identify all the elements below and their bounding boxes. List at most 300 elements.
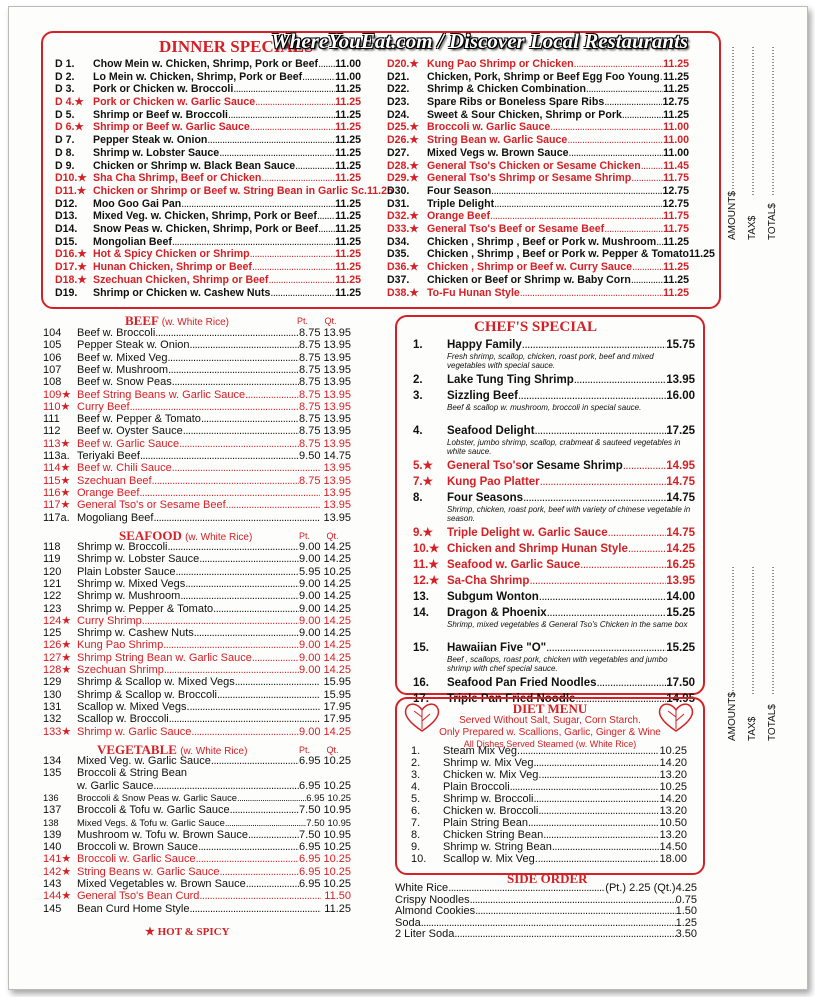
item-price: 11.00 xyxy=(663,146,689,159)
dot-leader xyxy=(574,58,663,71)
item-price-pint: 9.00 xyxy=(299,602,321,615)
chef-item-number: 10.★ xyxy=(413,543,440,555)
item-name: Chicken w. Mix Veg. xyxy=(443,769,542,781)
item-price: 11.00 xyxy=(663,134,689,147)
item-code: 136 xyxy=(43,791,59,803)
dot-leader xyxy=(228,109,335,122)
item-name: Shrimp w. Garlic Sauce xyxy=(77,725,192,738)
diet-note-2: Only Prepared w. Scallions, Garlic, Ginger & Wine xyxy=(439,727,661,738)
dot-leader xyxy=(199,553,299,565)
item-name: Shrimp & Chicken Combination xyxy=(427,83,586,96)
item-price-quart: 14.25 xyxy=(323,553,351,566)
hot-spicy-legend: ★ HOT & SPICY xyxy=(145,926,230,938)
item-code: 138 xyxy=(43,816,59,828)
chef-item-price: 16.25 xyxy=(666,559,695,571)
item-price-quart: 10.25 xyxy=(323,853,351,866)
item-price-quart: 10.95 xyxy=(327,816,351,828)
menu-line-item xyxy=(55,172,361,185)
menu-line-item xyxy=(43,376,351,388)
item-price: 10.50 xyxy=(659,817,687,829)
item-price-quart: 10.25 xyxy=(323,565,351,578)
item-code: D19. xyxy=(55,286,78,299)
menu-line-item xyxy=(43,352,351,364)
item-name: Shrimp w. Lobster Sauce xyxy=(77,553,200,566)
dot-leader xyxy=(518,390,666,403)
dot-leader xyxy=(540,476,667,489)
item-code: 112 xyxy=(43,425,61,438)
dot-leader xyxy=(623,460,666,473)
item-code: D30. xyxy=(387,184,410,197)
item-price-pint: 5.95 xyxy=(299,565,321,578)
item-code: 117★ xyxy=(43,499,71,512)
item-price: 12.75 xyxy=(662,96,689,109)
dot-leader xyxy=(225,817,306,829)
diet-note-1: Served Without Salt, Sugar, Corn Starch. xyxy=(459,715,641,726)
item-name: Beef w. Garlic Sauce xyxy=(77,437,180,450)
dot-leader xyxy=(194,627,299,639)
item-name: String Bean w. Garlic Sauce xyxy=(427,134,568,147)
dot-leader xyxy=(196,853,299,865)
item-name: Beef w. Chili Sauce xyxy=(77,462,172,475)
menu-line-item xyxy=(43,689,351,701)
item-price: 11.25 xyxy=(663,70,689,83)
item-price: 10.25 xyxy=(659,745,687,757)
menu-line-item xyxy=(43,878,351,890)
item-price: 13.20 xyxy=(659,829,687,841)
item-code: 145 xyxy=(43,902,62,915)
dot-leader xyxy=(261,172,335,185)
chef-item-price: 13.95 xyxy=(666,575,695,587)
chef-item xyxy=(413,677,695,690)
menu-line-item xyxy=(43,652,351,664)
item-price-quart: 14.25 xyxy=(323,577,351,590)
item-price: 11.00 xyxy=(335,57,361,70)
dot-leader xyxy=(547,607,667,620)
menu-line-item xyxy=(55,236,361,249)
item-price-pint: 9.00 xyxy=(299,541,321,553)
item-code: 130 xyxy=(43,688,62,701)
menu-line-item xyxy=(43,475,351,487)
item-name: Beef w. Pepper & Tomato xyxy=(77,413,201,426)
item-name: Sha Cha Shrimp, Beef or Chicken xyxy=(93,172,262,185)
menu-line-item xyxy=(43,890,351,902)
item-name: Plain Broccoli xyxy=(443,781,510,793)
item-code: 108 xyxy=(43,376,62,389)
menu-line-item xyxy=(387,248,715,262)
dot-leader xyxy=(152,475,299,487)
item-price: 11.25 xyxy=(335,273,361,286)
item-code: 113★ xyxy=(43,437,71,450)
total-label-top: TOTAL$ xyxy=(767,203,778,240)
item-name: Mushroom w. Tofu w. Brown Sauce xyxy=(77,828,248,841)
item-name: Chicken w. Broccoli xyxy=(443,805,539,817)
item-code: 141★ xyxy=(43,853,72,866)
item-name: Broccoli w. Garlic Sauce xyxy=(77,853,196,866)
item-price: 1.25 xyxy=(675,916,697,929)
dot-leader xyxy=(248,829,299,841)
menu-line-item xyxy=(43,413,351,425)
dot-leader xyxy=(168,364,299,376)
item-price-pint: 9.00 xyxy=(299,725,321,738)
seafood-pt-label: Pt. xyxy=(299,531,311,541)
seafood-columns xyxy=(299,531,339,541)
item-name: Pepper Steak w. Onion xyxy=(77,339,190,352)
item-name: Curry Shrimp xyxy=(77,614,142,627)
dot-leader xyxy=(574,374,666,387)
menu-line-item xyxy=(411,745,687,757)
item-code: 137 xyxy=(43,804,62,817)
dot-leader xyxy=(567,134,663,147)
item-price-pint: 8.75 xyxy=(299,363,321,376)
item-name: Scallop w. Mixed Vegs. xyxy=(77,700,190,713)
menu-line-item xyxy=(387,236,689,249)
dot-leader xyxy=(604,223,663,236)
item-price-quart: 13.95 xyxy=(323,499,351,512)
item-code: 129 xyxy=(43,676,62,689)
dot-leader xyxy=(641,160,663,173)
item-price: 11.25 xyxy=(663,83,689,96)
dot-leader xyxy=(494,198,662,211)
menu-line-item xyxy=(387,274,689,287)
item-code: 8. xyxy=(411,829,421,841)
item-name: Chicken, Pork, Shrimp or Beef Egg Foo Young xyxy=(427,70,660,83)
chef-item xyxy=(413,492,695,505)
item-price: 18.00 xyxy=(659,853,687,865)
chef-item-name: Sizzling Beef xyxy=(447,390,518,402)
item-price-quart: 14.25 xyxy=(323,651,351,664)
item-price: 11.25 xyxy=(366,184,393,197)
chef-item-name: Seafood Pan Fried Noodles xyxy=(447,677,597,689)
item-price: 11.25 xyxy=(663,108,689,121)
menu-line-item xyxy=(43,401,351,413)
menu-line-item xyxy=(43,792,351,804)
menu-line-item xyxy=(55,274,361,287)
dot-leader xyxy=(622,109,663,122)
item-price: 11.25 xyxy=(335,261,361,274)
menu-line-item xyxy=(387,96,689,109)
site-banner[interactable]: WhereYouEat.com / Discover Local Restaurants xyxy=(271,29,689,53)
item-code: 3. xyxy=(411,769,421,781)
menu-line-item xyxy=(43,553,351,565)
item-price: 14.20 xyxy=(659,793,687,805)
chef-item-price: 14.75 xyxy=(666,492,695,504)
item-price: 11.25 xyxy=(663,286,689,299)
dot-leader xyxy=(250,121,335,134)
chef-item-name: Triple Delight w. Garlic Sauce xyxy=(447,527,608,539)
vegetable-subtitle: (w. White Rice) xyxy=(180,746,248,757)
dot-leader xyxy=(167,541,299,553)
item-price: 0.75 xyxy=(675,893,697,906)
dot-leader xyxy=(230,804,299,816)
menu-line-item xyxy=(411,781,687,793)
menu-line-item xyxy=(387,261,689,274)
dot-leader xyxy=(268,274,335,287)
dot-leader xyxy=(179,438,299,450)
item-price: 11.25 xyxy=(335,172,361,185)
dot-leader xyxy=(190,339,300,351)
dot-leader xyxy=(533,757,659,769)
item-price-quart: 13.95 xyxy=(323,425,351,438)
menu-line-item xyxy=(55,134,361,147)
menu-line-item xyxy=(55,249,361,262)
item-price-quart: 14.25 xyxy=(323,627,351,640)
menu-line-item xyxy=(395,883,697,895)
chef-item-description: Shrimp, mixed vegetables & General Tso's Chicken in the same box xyxy=(447,620,688,629)
item-code: 126★ xyxy=(43,639,72,652)
chef-item-description: Beef & scallop w. mushroom, broccoli in special sauce. xyxy=(447,403,642,412)
item-price-quart: 10.95 xyxy=(323,828,351,841)
dot-leader xyxy=(586,83,663,96)
item-code: 123 xyxy=(43,602,62,615)
menu-line-item xyxy=(43,389,351,401)
menu-line-item xyxy=(43,767,351,779)
item-code: 2. xyxy=(411,757,421,769)
chef-item-number: 3. xyxy=(413,390,423,402)
chef-item-price: 14.95 xyxy=(666,693,695,705)
item-name: Shrimp or Chicken w. Cashew Nuts xyxy=(93,286,271,299)
chef-item xyxy=(413,339,695,352)
item-name: w. Garlic Sauce xyxy=(77,779,154,792)
item-code: 124★ xyxy=(43,614,72,627)
dot-leader xyxy=(139,487,320,499)
menu-line-item xyxy=(43,425,351,437)
item-code: 143 xyxy=(43,878,62,890)
dot-leader xyxy=(631,274,663,287)
item-price: 14.20 xyxy=(659,757,687,769)
beef-title-text: BEEF xyxy=(125,313,159,328)
item-name: Shrimp or Beef w. Broccoli xyxy=(93,108,228,121)
dot-leader xyxy=(597,677,667,690)
dot-leader xyxy=(191,726,299,738)
item-name: String Beans w. Garlic Sauce xyxy=(77,865,220,878)
item-name: Szechuan Shrimp xyxy=(77,664,164,676)
dot-leader xyxy=(226,499,321,511)
chef-item-number: 9.★ xyxy=(413,527,433,539)
item-name: Shrimp w. Mixed Vegs xyxy=(77,577,186,590)
item-price-quart: 14.25 xyxy=(323,664,351,676)
item-price-quart: 13.95 xyxy=(323,339,351,352)
chef-item xyxy=(413,642,695,655)
chef-item-price: 14.25 xyxy=(666,543,695,555)
menu-line-item xyxy=(55,198,361,211)
dot-leader xyxy=(155,327,299,339)
dot-leader xyxy=(142,615,299,627)
item-name: White Rice xyxy=(395,882,449,894)
chef-item-name: Seafood w. Garlic Sauce xyxy=(447,559,581,571)
item-name: Broccoli w. Garlic Sauce xyxy=(427,121,551,134)
item-name: Chicken or Shrimp w. Black Bean Sauce xyxy=(93,159,296,172)
dot-leader xyxy=(608,527,667,540)
item-name: Spare Ribs or Boneless Spare Ribs xyxy=(427,96,605,109)
item-code: D17.★ xyxy=(55,261,87,274)
item-code: 139 xyxy=(43,828,62,841)
chef-item-number: 8. xyxy=(413,492,423,504)
dot-leader xyxy=(207,134,335,147)
item-code: 119 xyxy=(43,553,61,566)
item-code: 140 xyxy=(43,841,62,854)
chef-item-price: 17.50 xyxy=(666,677,695,689)
vegetable-pt-label: Pt. xyxy=(299,745,311,755)
item-name: Mogoliang Beef xyxy=(77,511,154,524)
item-price-pint: 6.95 xyxy=(299,865,321,878)
chef-item-number: 2. xyxy=(413,374,423,386)
menu-line-item xyxy=(43,541,351,553)
menu-line-item xyxy=(55,58,361,71)
menu-line-item xyxy=(55,109,361,122)
dot-leader xyxy=(169,713,321,725)
dot-leader xyxy=(246,878,299,890)
item-name: Mixed Veg. w. Chicken, Shrimp, Pork or Beef xyxy=(93,210,317,223)
chef-item-name: Subgum Wonton xyxy=(447,591,539,603)
item-price: 11.25 xyxy=(663,57,689,70)
item-price: 11.25 xyxy=(335,223,361,236)
item-code: D12. xyxy=(55,197,78,210)
item-price-pint: 9.00 xyxy=(299,664,321,676)
menu-line-item xyxy=(43,664,351,676)
item-code: 120 xyxy=(43,565,62,578)
item-price-quart: 13.95 xyxy=(323,437,351,450)
item-code: D21. xyxy=(387,70,410,83)
dot-leader xyxy=(538,805,659,817)
item-name: Mixed Vegs. & Tofu w. Garlic Sauce xyxy=(77,816,225,828)
menu-line-item xyxy=(387,172,689,185)
menu-line-item xyxy=(55,96,361,109)
dot-leader xyxy=(172,236,335,249)
item-name: Szechuan Beef xyxy=(77,474,152,487)
item-name: Soda xyxy=(395,916,421,929)
item-name: Hot & Spicy Chicken or Shrimp xyxy=(93,248,250,261)
item-price: 11.00 xyxy=(335,70,361,83)
chef-item xyxy=(413,575,695,588)
item-price: 11.25 xyxy=(335,134,361,147)
dot-leader xyxy=(237,792,306,804)
dot-leader xyxy=(632,261,663,274)
item-name: Scallop w. Broccoli xyxy=(77,713,169,726)
item-price-pint: 9.00 xyxy=(299,627,321,640)
item-price-pint: 7.50 xyxy=(299,804,321,817)
dot-leader xyxy=(569,147,664,160)
item-price-pint: 9.00 xyxy=(299,639,321,652)
item-price-pint: 9.00 xyxy=(299,553,321,566)
menu-line-item xyxy=(55,261,361,274)
item-code: D 3. xyxy=(55,83,75,96)
item-price-pint: 9.50 xyxy=(299,450,321,462)
amount-label-top: AMOUNT$ xyxy=(727,191,738,240)
item-name: Kung Pao Shrimp or Chicken xyxy=(427,57,574,70)
dot-leader xyxy=(233,83,335,96)
item-name: Almond Cookies xyxy=(395,905,476,918)
menu-line-item xyxy=(55,147,361,160)
menu-line-item xyxy=(43,590,351,602)
menu-line-item xyxy=(43,804,351,816)
item-price-quart: 13.95 xyxy=(323,363,351,376)
dot-leader xyxy=(140,450,299,462)
chef-item-price: 13.95 xyxy=(666,374,695,386)
menu-line-item xyxy=(43,339,351,351)
item-price: 10.25 xyxy=(659,781,687,793)
item-code: D37. xyxy=(387,273,410,286)
item-code: D 1. xyxy=(55,57,75,70)
dot-leader xyxy=(528,817,659,829)
item-code: 104 xyxy=(43,327,62,339)
chef-item-number: 13. xyxy=(413,591,429,603)
dot-leader xyxy=(520,745,659,757)
beef-subtitle: (w. White Rice) xyxy=(161,317,229,328)
dot-leader xyxy=(631,172,663,185)
item-price: 11.25 xyxy=(663,235,689,248)
item-name: Shrimp & Scallop w. Mixed Vegs xyxy=(77,676,235,689)
item-code: D15. xyxy=(55,235,78,248)
menu-line-item xyxy=(43,327,351,339)
item-price-quart: 11.25 xyxy=(324,902,351,915)
item-price: 11.75 xyxy=(663,223,689,236)
dot-leader xyxy=(317,210,335,223)
menu-line-item xyxy=(43,755,351,767)
dot-leader xyxy=(523,492,666,505)
menu-line-item xyxy=(387,71,689,84)
item-price-pint: 8.75 xyxy=(299,413,321,426)
item-code: 135 xyxy=(43,767,62,780)
item-code: D 2. xyxy=(55,70,75,83)
menu-line-item xyxy=(43,726,351,738)
item-price: 11.00 xyxy=(663,121,689,134)
menu-line-item xyxy=(411,793,687,805)
item-price-quart: 10.25 xyxy=(327,791,351,803)
dot-leader xyxy=(510,781,660,793)
order-form-lines-top xyxy=(727,47,787,197)
item-name: Mixed Vegs w. Brown Sauce xyxy=(427,146,569,159)
item-name: Beef w. Oyster Sauce xyxy=(77,425,183,438)
dot-leader xyxy=(235,676,321,688)
menu-line-item xyxy=(387,134,689,147)
item-name: Sweet & Sour Chicken, Shrimp or Pork xyxy=(427,108,622,121)
dot-leader xyxy=(491,185,662,198)
menu-line-item xyxy=(387,109,689,122)
menu-line-item xyxy=(43,615,351,627)
menu-line-item xyxy=(387,83,689,96)
item-price: 11.25 xyxy=(335,121,361,134)
item-name: General Tso's Beef or Sesame Beef xyxy=(427,223,605,236)
tax-label-bottom: TAX$ xyxy=(747,716,758,741)
dot-leader xyxy=(164,664,299,676)
menu-line-item xyxy=(43,578,351,590)
item-code: D31. xyxy=(387,197,410,210)
chef-item xyxy=(413,390,695,403)
item-name: Shrimp String Bean w. Garlic Sauce xyxy=(77,651,252,664)
item-code: D16.★ xyxy=(55,248,87,261)
item-name: Four Season xyxy=(427,184,492,197)
chef-item-name: General Tso's xyxy=(447,460,522,472)
dot-leader xyxy=(250,248,335,261)
chef-item-name: Dragon & Phoenix xyxy=(447,607,547,619)
chef-item-number: 4. xyxy=(413,425,423,437)
dot-leader xyxy=(318,58,335,71)
dot-leader xyxy=(213,603,299,615)
item-code: 113a. xyxy=(43,450,70,462)
menu-line-item xyxy=(55,210,361,223)
menu-line-item xyxy=(55,122,361,135)
item-name: Pepper Steak w. Onion xyxy=(93,134,208,147)
dot-leader xyxy=(172,462,321,474)
menu-line-item xyxy=(387,210,689,223)
chef-item xyxy=(413,559,695,572)
chef-item-name: Hawaiian Five "O" xyxy=(447,642,547,654)
amount-label-bottom: AMOUNT$ xyxy=(727,692,738,741)
item-code: D27. xyxy=(387,146,410,159)
item-price: 11.25 xyxy=(335,159,361,172)
item-price: 1.50 xyxy=(675,905,697,918)
chef-item-price: 14.75 xyxy=(666,476,695,488)
